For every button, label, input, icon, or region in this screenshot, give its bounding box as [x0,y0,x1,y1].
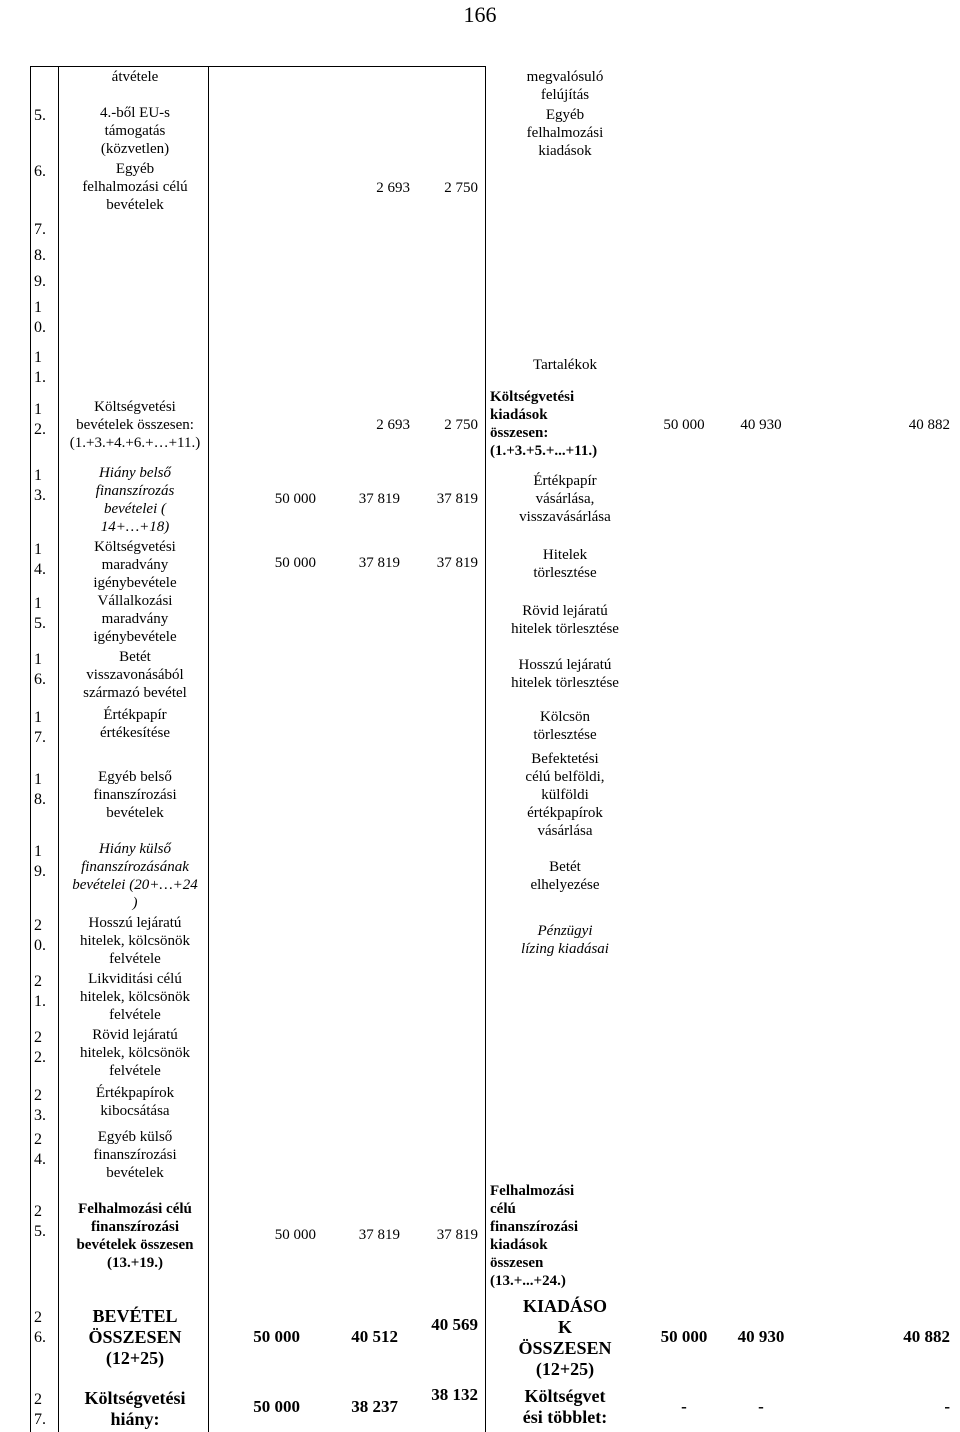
row-label: Költségvetési maradvány igénybevétele [93,539,177,591]
page-number: 166 [463,2,497,27]
expense-label: Pénzügyi lízing kiadásai [521,923,609,957]
expense-label: Befektetési célú belföldi, külföldi értékpapírok vásárlása [525,751,605,839]
amount-cell: 37 819 [436,555,478,571]
column-divider [208,66,209,1432]
amount-cell: 50 000 [253,1397,300,1416]
row-number: 1 4. [34,541,46,578]
row-number: 6. [34,163,46,180]
row-number: 2 1. [34,973,46,1010]
amount-cell: 50 000 [274,491,316,507]
expense-label: Rövid lejáratú hitelek törlesztése [511,603,619,637]
column-divider [58,66,59,1432]
row-number: 2 5. [34,1203,46,1240]
amount-cell: 40 512 [351,1327,398,1346]
row-label: Egyéb külső finanszírozási bevételek [93,1129,177,1181]
row-number: 2 7. [34,1391,46,1428]
row-label: Likviditási célú hitelek, kölcsönök felvétele [80,971,190,1023]
row-number: 1 3. [34,467,46,504]
row-label: BEVÉTEL ÖSSZESEN (12+25) [88,1306,182,1368]
amount-cell: 37 819 [436,1227,478,1243]
row-number: 2 2. [34,1029,46,1066]
row-number: 2 6. [34,1309,46,1346]
row-label: Betét visszavonásából származó bevétel [83,649,187,701]
row-label: Hiány belső finanszírozás bevételei ( 14+…+18) [95,465,175,535]
row-number: 9. [34,273,46,290]
row-label: Hiány külső finanszírozásának bevételei (20+…+24 ) [72,841,198,911]
amount-cell: 2 750 [444,417,478,433]
amount-cell: 38 132 [431,1385,478,1404]
expense-amount-cell: 40 882 [903,1327,950,1346]
row-divider [30,66,59,67]
row-number: 1 9. [34,843,46,880]
amount-cell: 50 000 [274,1227,316,1243]
expense-amount-cell: 40 882 [908,417,950,433]
expense-label: Felhalmozási célú finanszírozási kiadások összesen (13.+...+24.) [490,1183,579,1289]
row-label: Értékpapír értékesítése [100,707,170,741]
expense-amount-cell: - [758,1397,764,1416]
row-number: 1 2. [34,401,46,438]
amount-cell: 37 819 [358,555,400,571]
expense-label: Betét elhelyezése [530,859,600,893]
amount-cell: 50 000 [274,555,316,571]
amount-cell: 37 819 [436,491,478,507]
row-number: 1 1. [34,349,46,386]
row-label: Vállalkozási maradvány igénybevétele [93,593,177,645]
amount-cell: 2 750 [444,180,478,196]
expense-amount-cell: 40 930 [740,417,782,433]
row-number: 8. [34,247,46,264]
expense-label: Tartalékok [533,357,597,373]
amount-cell: 38 237 [351,1397,398,1416]
amount-cell: 40 569 [431,1315,478,1334]
row-label: Egyéb belső finanszírozási bevételek [93,769,177,821]
row-number: 2 4. [34,1131,46,1168]
row-number: 2 3. [34,1087,46,1124]
row-label: 4.-ből EU-s támogatás (közvetlen) [100,105,170,157]
row-number: 1 8. [34,771,46,808]
amount-cell: 50 000 [253,1327,300,1346]
row-label: Egyéb felhalmozási célú bevételek [82,161,188,213]
row-number: 7. [34,221,46,238]
expense-amount-cell: 40 930 [737,1327,785,1346]
row-label: Költségvetési bevételek összesen: (1.+3.+4.+6.+…+11.) [69,399,201,451]
row-number: 1 0. [34,299,46,336]
row-label: Értékpapírok kibocsátása [95,1085,175,1119]
expense-amount-cell: - [944,1397,950,1416]
expense-label: Hosszú lejáratú hitelek törlesztése [511,657,619,691]
row-number: 1 6. [34,651,46,688]
expense-label: megvalósuló felújítás [526,69,604,103]
expense-label: Hitelek törlesztése [533,547,597,581]
row-label: Rövid lejáratú hitelek, kölcsönök felvétele [80,1027,190,1079]
amount-cell: 37 819 [358,1227,400,1243]
expense-label: Költségvet ési többlet: [522,1386,608,1427]
row-label: Hosszú lejáratú hitelek, kölcsönök felvétele [80,915,190,967]
amount-cell: 37 819 [358,491,400,507]
expense-amount-cell: - [681,1397,687,1416]
expense-label: KIADÁSO K ÖSSZESEN (12+25) [518,1296,612,1379]
row-label: Felhalmozási célú finanszírozási bevételek összesen (13.+19.) [76,1201,194,1271]
row-label: átvétele [111,69,159,85]
row-number: 5. [34,107,46,124]
expense-label: Egyéb felhalmozási kiadások [526,107,604,159]
amount-cell: 2 693 [376,417,410,433]
row-number: 1 7. [34,709,46,746]
expense-label: Költségvetési kiadások összesen: (1.+3.+5.+...+11.) [490,389,598,459]
row-label: Költségvetési hiány: [84,1388,186,1429]
expense-label: Kölcsön törlesztése [533,709,597,743]
row-number: 2 0. [34,917,46,954]
amount-cell: 2 693 [376,180,410,196]
expense-amount-cell: 50 000 [660,1327,708,1346]
expense-amount-cell: 50 000 [663,417,705,433]
row-number: 1 5. [34,595,46,632]
expense-label: Értékpapír vásárlása, visszavásárlása [519,473,611,525]
